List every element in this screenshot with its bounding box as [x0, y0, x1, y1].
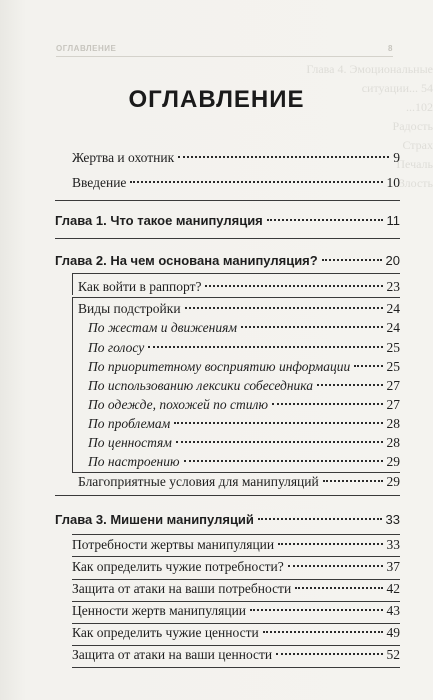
leader-dots	[148, 346, 382, 348]
running-head	[56, 44, 393, 57]
toc-entry-page: 42	[386, 581, 400, 596]
section-bracket	[72, 297, 73, 472]
section-rule	[72, 297, 400, 298]
toc-entry-label: Виды подстройки	[78, 301, 181, 316]
toc-entry-page: 23	[386, 279, 400, 294]
section-rule	[55, 495, 400, 496]
toc-chapter	[55, 213, 400, 228]
toc-entry-label: Благоприятные условия для манипуляций	[78, 474, 319, 489]
leader-dots	[184, 460, 383, 462]
leader-dots	[250, 609, 382, 611]
toc-entry-label: Как определить чужие потребности?	[72, 559, 284, 574]
toc-entry-label: Жертва и охотник	[72, 150, 175, 165]
toc-chapter-page: 11	[386, 213, 400, 228]
section-rule	[55, 238, 400, 239]
toc-chapter-label: Глава 2. На чем основана манипуляция?	[55, 253, 318, 268]
toc-subentry	[88, 435, 400, 451]
leader-dots	[322, 259, 382, 261]
bleed-line: ...102	[406, 100, 433, 114]
toc-subentry-page: 25	[386, 359, 400, 374]
toc-entry-label: Защита от атаки на ваши потребности	[72, 581, 292, 596]
bleed-line: Радость	[392, 119, 433, 133]
toc-subentry-page: 28	[386, 416, 400, 431]
toc-entry	[72, 625, 400, 641]
leader-dots	[323, 480, 383, 482]
toc-subentry	[88, 378, 400, 394]
section-rule	[72, 579, 400, 580]
toc-subentry-page: 25	[386, 340, 400, 355]
toc-entry	[72, 603, 400, 619]
leader-dots	[272, 403, 383, 405]
leader-dots	[174, 422, 382, 424]
toc-entry-page: 33	[386, 537, 400, 552]
toc-entry-page: 49	[386, 625, 400, 640]
toc-subentry-label: По проблемам	[88, 416, 171, 431]
leader-dots	[241, 326, 383, 328]
toc-entry	[72, 175, 400, 191]
toc-entry-page: 24	[386, 301, 400, 316]
toc-entry	[78, 301, 400, 317]
section-rule	[72, 667, 400, 668]
toc-entry-label: Потребности жертвы манипуляции	[72, 537, 275, 552]
toc-entry	[78, 474, 400, 490]
page-title: ОГЛАВЛЕНИЕ	[128, 86, 305, 113]
toc-chapter	[55, 512, 400, 527]
toc-entry-page: 43	[386, 603, 400, 618]
section-rule	[72, 601, 400, 602]
toc-subentry-label: По голосу	[88, 340, 145, 355]
bleed-line: Страх	[402, 138, 433, 152]
leader-dots	[263, 631, 383, 633]
leader-dots	[176, 441, 383, 443]
toc-subentry-page: 29	[386, 454, 400, 469]
toc-entry	[72, 581, 400, 597]
toc-subentry-page: 28	[386, 435, 400, 450]
toc-subentry-label: По приоритетному восприятию информации	[88, 359, 351, 374]
toc-entry	[72, 559, 400, 575]
running-head-page-number: 8	[388, 44, 393, 53]
toc-entry-page: 10	[386, 175, 400, 190]
toc-subentry	[88, 320, 400, 336]
leader-dots	[130, 181, 382, 183]
running-head-title: ОГЛАВЛЕНИЕ	[56, 44, 117, 53]
toc-entry-page: 29	[386, 474, 400, 489]
section-rule	[72, 273, 400, 274]
toc-subentry	[88, 397, 400, 413]
toc-subentry-label: По использованию лексики собеседника	[88, 378, 314, 393]
toc-entry-label: Защита от атаки на ваши ценности	[72, 647, 273, 662]
toc-entry-label: Как войти в раппорт?	[78, 279, 202, 294]
toc-subentry-label: По настроению	[88, 454, 180, 469]
section-rule	[72, 472, 400, 473]
section-rule	[72, 645, 400, 646]
toc-entry	[72, 537, 400, 553]
leader-dots	[185, 307, 383, 309]
section-rule	[72, 623, 400, 624]
section-rule	[72, 556, 400, 557]
bleed-line: Злость	[398, 176, 433, 190]
toc-chapter-label: Глава 3. Мишени манипуляций	[55, 512, 254, 527]
toc-chapter	[55, 253, 400, 268]
toc-entry	[78, 279, 400, 295]
leader-dots	[205, 285, 382, 287]
toc-subentry-page: 27	[386, 397, 400, 412]
leader-dots	[178, 156, 389, 158]
bleed-line: Глава 4. Эмоциональные ситуации... 54	[306, 62, 433, 95]
leader-dots	[276, 653, 382, 655]
leader-dots	[317, 384, 382, 386]
toc-subentry-label: По жестам и движениям	[88, 320, 237, 335]
section-rule	[55, 200, 400, 201]
section-bracket	[72, 273, 73, 295]
toc-entry-label: Ценности жертв манипуляции	[72, 603, 247, 618]
leader-dots	[258, 518, 382, 520]
toc-entry-page: 9	[393, 150, 400, 165]
toc-entry-label: Как определить чужие ценности	[72, 625, 259, 640]
toc-subentry	[88, 359, 400, 375]
leader-dots	[267, 219, 383, 221]
toc-entry-page: 37	[386, 559, 400, 574]
toc-entry-label: Введение	[72, 175, 127, 190]
toc-entry-page: 52	[386, 647, 400, 662]
leader-dots	[278, 543, 382, 545]
toc-subentry	[88, 340, 400, 356]
toc-subentry-page: 24	[386, 320, 400, 335]
toc-entry	[72, 647, 400, 663]
toc-chapter-page: 33	[385, 512, 400, 527]
toc-entry	[72, 150, 400, 166]
leader-dots	[354, 365, 382, 367]
leader-dots	[288, 565, 383, 567]
toc-subentry-label: По одежде, похожей по стилю	[88, 397, 268, 412]
toc-subentry	[88, 454, 400, 470]
toc-subentry-label: По ценностям	[88, 435, 172, 450]
leader-dots	[295, 587, 382, 589]
toc-subentry-page: 27	[386, 378, 400, 393]
toc-chapter-page: 20	[385, 253, 400, 268]
toc-subentry	[88, 416, 400, 432]
section-rule	[72, 534, 400, 535]
toc-chapter-label: Глава 1. Что такое манипуляция	[55, 213, 263, 228]
bleed-line: Печаль	[396, 157, 433, 171]
